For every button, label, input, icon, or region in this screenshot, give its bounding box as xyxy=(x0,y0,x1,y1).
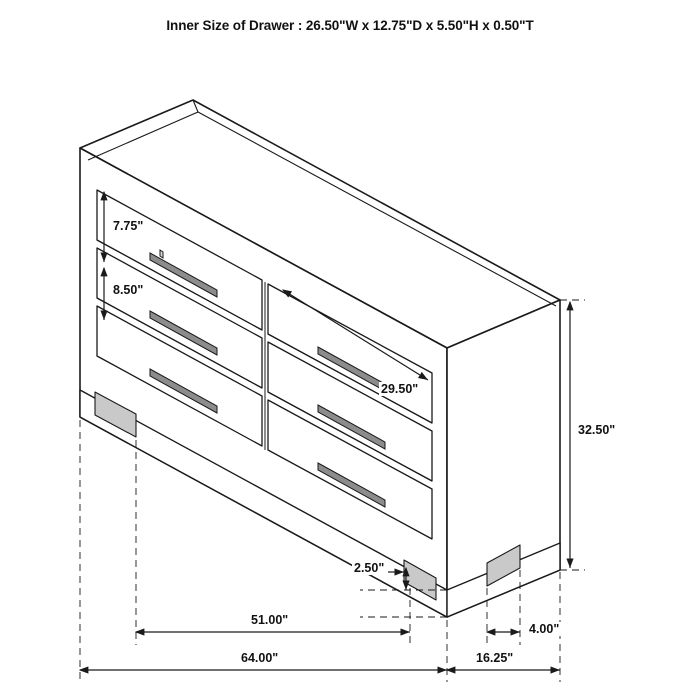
dimension-label-overall-width: 64.00" xyxy=(241,651,279,665)
dimension-label-foot-depth: 4.00" xyxy=(529,622,560,636)
page-title: Inner Size of Drawer : 26.50"W x 12.75"D x 5.50"H x 0.50"T xyxy=(166,18,534,33)
dimension-label-second-drawer-height: 8.50" xyxy=(113,283,144,297)
dimension-label-overall-depth: 16.25" xyxy=(476,651,514,665)
dimension-label-drawer-stack-depth: 29.50" xyxy=(381,382,419,396)
dimension-label-overall-height: 32.50" xyxy=(578,423,616,437)
dimension-label-top-drawer-height: 7.75" xyxy=(113,219,144,233)
dimension-label-inner-width: 51.00" xyxy=(251,613,289,627)
dimension-label-base-clearance: 2.50" xyxy=(354,561,385,575)
